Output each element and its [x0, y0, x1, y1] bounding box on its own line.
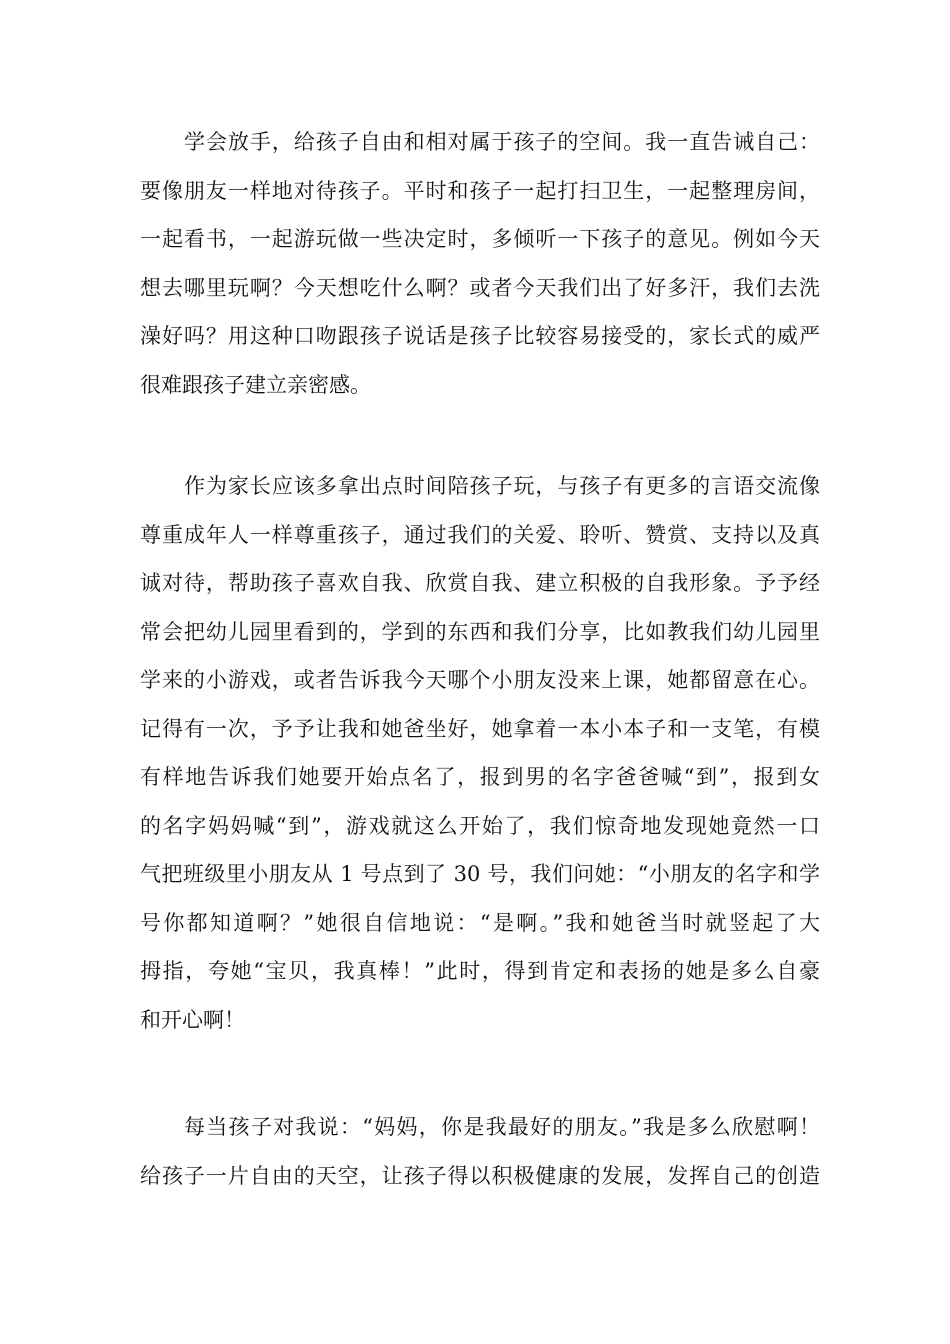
paragraph-line: 常会把幼儿园里看到的，学到的东西和我们分享，比如教我们幼儿园里: [140, 619, 820, 644]
paragraph-line: 诚对待，帮助孩子喜欢自我、欣赏自我、建立积极的自我形象。予予经: [140, 571, 820, 595]
paragraph-line: 想去哪里玩啊？今天想吃什么啊？或者今天我们出了好多汗，我们去洗: [140, 275, 820, 300]
paragraph-best-friend: [140, 1103, 820, 1200]
paragraph-line: 给孩子一片自由的天空，让孩子得以积极健康的发展，发挥自己的创造: [140, 1163, 820, 1188]
paragraph-line: 的名字妈妈喊“到”，游戏就这么开始了，我们惊奇地发现她竟然一口: [140, 813, 820, 838]
paragraph-line: 很难跟孩子建立亲密感。: [140, 372, 371, 397]
paragraph-line: 号你都知道啊？”她很自信地说：“是啊。”我和她爸当时就竖起了大: [140, 910, 820, 935]
paragraph-line: 学会放手，给孩子自由和相对属于孩子的空间。我一直告诫自己：: [184, 130, 820, 154]
paragraph-line: 作为家长应该多拿出点时间陪孩子玩，与孩子有更多的言语交流像: [184, 474, 820, 498]
paragraph-line: 学来的小游戏，或者告诉我今天哪个小朋友没来上课，她都留意在心。: [140, 668, 820, 692]
paragraph-line: 一起看书，一起游玩做一些决定时，多倾听一下孩子的意见。例如今天: [140, 227, 820, 251]
paragraph-line: 有样地告诉我们她要开始点名了，报到男的名字爸爸喊“到”，报到女: [140, 765, 820, 789]
paragraph-line: 气把班级里小朋友从 1 号点到了 30 号，我们问她：“小朋友的名字和学: [140, 862, 820, 886]
paragraph-line: 记得有一次，予予让我和她爸坐好，她拿着一本小本子和一支笔，有模: [140, 716, 820, 741]
paragraph-line: 澡好吗？用这种口吻跟孩子说话是孩子比较容易接受的，家长式的威严: [140, 324, 820, 348]
paragraph-play-time: [140, 462, 820, 1044]
paragraph-line: 拇指，夸她“宝贝，我真棒！”此时，得到肯定和表扬的她是多么自豪: [140, 959, 820, 983]
paragraph-line: 尊重成年人一样尊重孩子，通过我们的关爱、聆听、赞赏、支持以及真: [140, 522, 820, 547]
paragraph-line: 每当孩子对我说：“妈妈，你是我最好的朋友。”我是多么欣慰啊！: [184, 1115, 820, 1139]
paragraph-letting-go: [140, 118, 820, 409]
paragraph-line: 要像朋友一样地对待孩子。平时和孩子一起打扫卫生，一起整理房间，: [140, 178, 820, 203]
paragraph-line: 和开心啊！: [140, 1007, 245, 1032]
